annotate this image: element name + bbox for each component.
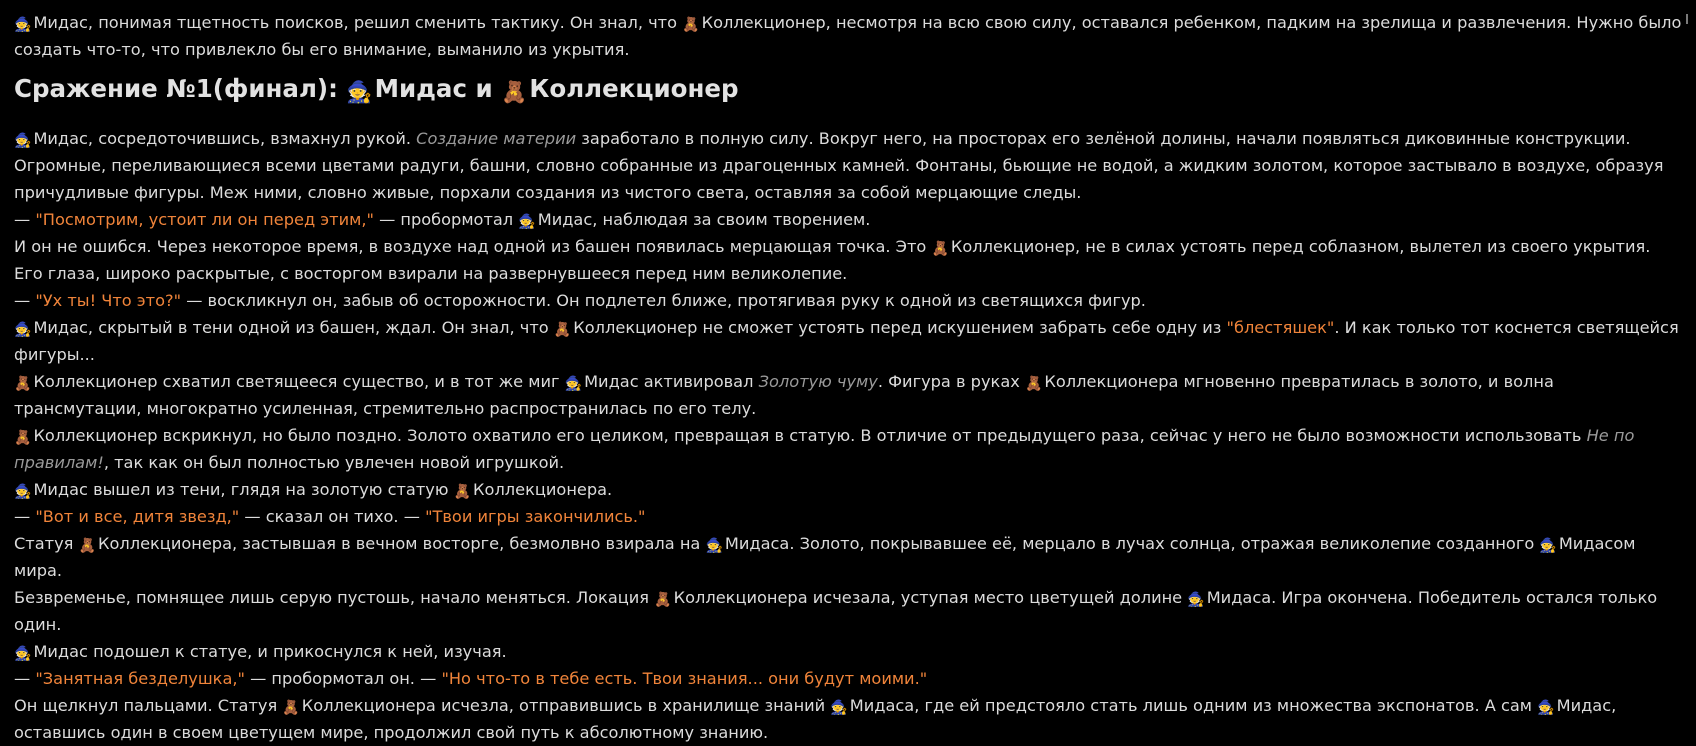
teddy-bear-icon: 🧸 bbox=[553, 322, 572, 338]
wizard-icon: 🧙 bbox=[346, 80, 373, 104]
battle-heading: Сражение №1(финал): 🧙Мидас и 🧸Коллекционер bbox=[14, 74, 739, 104]
dialogue-quote: "Но что-то в тебе есть. Твои знания... они будут моими." bbox=[441, 669, 928, 688]
teddy-bear-icon: 🧸 bbox=[14, 430, 32, 446]
skill-name: Не по правилам! bbox=[14, 426, 1635, 472]
story-paragraph: 🧙 Мидас, скрытый в тени одной из башен, ждал. Он знал, что 🧸 Коллекционер не сможет устоять перед искушением забрать себе одну из "блестяшек". И как только тот коснется светящейся фигуры... bbox=[14, 318, 1679, 364]
scrollbar-thumb[interactable] bbox=[1686, 14, 1688, 24]
wizard-icon: 🧙 bbox=[564, 376, 583, 392]
wizard-icon: 🧙 bbox=[1187, 592, 1205, 608]
wizard-icon: 🧙 bbox=[14, 646, 32, 662]
story-paragraph: — "Ух ты! Что это?" — воскликнул он, забыв об осторожности. Он подлетел ближе, протягивая руку к одной из светящихся фигур. bbox=[14, 291, 1146, 310]
wizard-icon: 🧙 bbox=[1539, 538, 1557, 554]
story-paragraph: Безвременье, помнящее лишь серую пустошь, начало меняться. Локация 🧸 Коллекционера исчезала, уступая место цветущей долине 🧙 Мидаса. Игра окончена. Победитель остался только один. bbox=[14, 588, 1658, 634]
intro-paragraph: 🧙 Мидас, понимая тщетность поисков, решил сменить тактику. Он знал, что 🧸 Коллекционер, несмотря на всю свою силу, оставался ребенком, падким на зрелища и развлечения. Нужно было создать что-то, что привлекло бы его внимание, выманило из укрытия. bbox=[14, 13, 1682, 59]
teddy-bear-icon: 🧸 bbox=[282, 700, 300, 716]
story-paragraph: 🧙 Мидас, сосредоточившись, взмахнул рукой. Создание материи заработало в полную силу. Вокруг него, на просторах его зелёной долины, начали появляться диковинные конструкции. Огромные, переливающиеся всеми цветами радуги, башни, словно собранные из драгоценных камней. Фонтаны, бьющие не водой, а жидким золотом, которое застывало в воздухе, образуя причудливые фигуры. Меж ними, словно живые, порхали создания из чистого света, оставляя за собой мерцающие следы. bbox=[14, 129, 1664, 202]
skill-name: Создание материи bbox=[416, 129, 577, 148]
skill-name: Золотую чуму bbox=[758, 372, 878, 391]
teddy-bear-icon: 🧸 bbox=[682, 17, 700, 33]
wizard-icon: 🧙 bbox=[14, 322, 32, 338]
story-paragraph: 🧙 Мидас вышел из тени, глядя на золотую статую 🧸 Коллекционера. bbox=[14, 480, 613, 500]
dialogue-quote: "Ух ты! Что это?" bbox=[35, 291, 182, 310]
dialogue-quote: "Вот и все, дитя звезд," bbox=[35, 507, 240, 526]
teddy-bear-icon: 🧸 bbox=[654, 592, 672, 608]
story-paragraph: 🧙 Мидас подошел к статуе, и прикоснулся к ней, изучая. bbox=[14, 642, 507, 662]
teddy-bear-icon: 🧸 bbox=[78, 538, 96, 554]
teddy-bear-icon: 🧸 bbox=[1024, 376, 1043, 392]
story-paragraph: И он не ошибся. Через некоторое время, в воздухе над одной из башен появилась мерцающая точка. Это 🧸 Коллекционер, не в силах устоять перед соблазном, вылетел из своего укрытия. Его глаза, широко раскрытые, с восторгом взирали на развернувшееся перед ним великолепие. bbox=[14, 237, 1651, 283]
story-paragraph: — "Занятная безделушка," — пробормотал он. — "Но что-то в тебе есть. Твои знания... они будут моими." bbox=[14, 669, 928, 688]
teddy-bear-icon: 🧸 bbox=[501, 80, 528, 104]
story-paragraph: Он щелкнул пальцами. Статуя 🧸 Коллекционера исчезла, отправившись в хранилище знаний 🧙 Мидаса, где ей предстояло стать лишь одним из множества экспонатов. А сам 🧙 Мидас, оставшись один в своем цветущем мире, продолжил свой путь к абсолютному знанию. bbox=[14, 696, 1617, 742]
story-paragraph: Статуя 🧸 Коллекционера, застывшая в вечном восторге, безмолвно взирала на 🧙 Мидаса. Золото, покрывавшее её, мерцало в лучах солнца, отражая великолепие созданного 🧙 Мидасом мира. bbox=[14, 534, 1636, 580]
wizard-icon: 🧙 bbox=[14, 484, 32, 500]
wizard-icon: 🧙 bbox=[1537, 700, 1555, 716]
wizard-icon: 🧙 bbox=[14, 133, 32, 149]
wizard-icon: 🧙 bbox=[14, 17, 32, 33]
teddy-bear-icon: 🧸 bbox=[453, 484, 472, 500]
story-paragraph: — "Вот и все, дитя звезд," — сказал он тихо. — "Твои игры закончились." bbox=[14, 507, 646, 526]
wizard-icon: 🧙 bbox=[830, 700, 848, 716]
wizard-icon: 🧙 bbox=[705, 538, 723, 554]
dialogue-quote: "блестяшек" bbox=[1226, 318, 1335, 337]
dialogue-quote: "Занятная безделушка," bbox=[35, 669, 245, 688]
dialogue-quote: "Твои игры закончились." bbox=[425, 507, 646, 526]
story-paragraph: 🧸 Коллекционер схватил светящееся существо, и в тот же миг 🧙 Мидас активировал Золотую чуму. Фигура в руках 🧸 Коллекционера мгновенно превратилась в золото, и волна трансмутации, многократно усиленная, стремительно распространилась по его телу. bbox=[14, 372, 1554, 418]
story-paragraph: 🧸 Коллекционер вскрикнул, но было поздно. Золото охватило его целиком, превращая в статую. В отличие от предыдущего раза, сейчас у него не было возможности использовать Не по правилам!, так как он был полностью увлечен новой игрушкой. bbox=[14, 426, 1635, 472]
dialogue-quote: "Посмотрим, устоит ли он перед этим," bbox=[35, 210, 374, 229]
story-paragraph: — "Посмотрим, устоит ли он перед этим," — пробормотал 🧙 Мидас, наблюдая за своим творением. bbox=[14, 210, 871, 230]
wizard-icon: 🧙 bbox=[518, 214, 536, 230]
teddy-bear-icon: 🧸 bbox=[931, 241, 949, 257]
chat-message bbox=[14, 9, 1684, 746]
teddy-bear-icon: 🧸 bbox=[14, 376, 32, 392]
